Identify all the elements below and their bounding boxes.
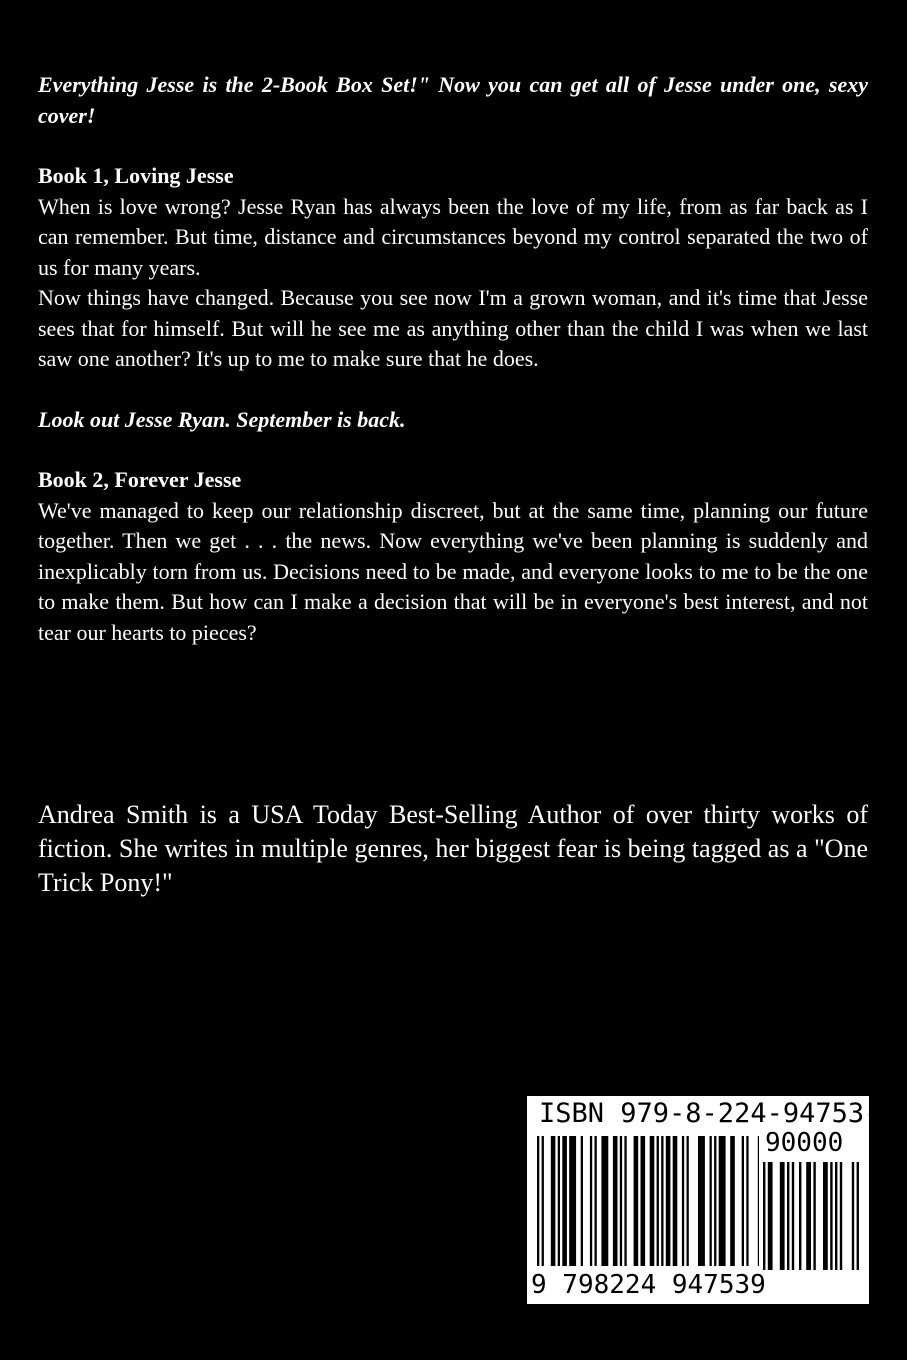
barcode-bar [590,1136,592,1266]
barcode-bar [799,1162,801,1270]
back-cover-blurb [38,70,868,648]
barcode-bar [581,1136,583,1266]
isbn-label: ISBN 979-8-224-94753-9 [539,1098,897,1129]
barcode-bar [613,1136,618,1266]
barcode-bar [657,1136,659,1266]
barcode-bar [551,1136,556,1266]
barcode-bar [768,1162,773,1270]
barcode-bar [742,1136,744,1266]
book1-paragraph-2: Now things have changed. Because you see now I'm a grown woman, and it's time that Jesse sees that for himself. But will he see me as anything other than the child I was when we last saw one another? It's up to me to make sure that he does. [38,285,868,371]
barcode-bar [620,1136,622,1266]
barcode-bar [650,1136,655,1266]
barcode-bar [537,1136,539,1266]
barcode-bar [835,1162,837,1270]
barcode-bar [719,1136,726,1266]
barcode-bar [698,1136,705,1266]
barcode-bar [813,1162,815,1270]
barcode-bar [714,1136,716,1266]
barcode-bar [562,1136,567,1266]
book1-tagline: Look out Jesse Ryan. September is back. [38,406,406,432]
barcode-bar [823,1162,828,1270]
barcode-bar [601,1136,608,1266]
book1-paragraph-1: When is love wrong? Jesse Ryan has always been the love of my life, from as far back as I can remember. But time, distance and circumstances beyond my control separated the two of us for many years. [38,193,868,280]
author-bio: Andrea Smith is a USA Today Best-Selling Author of over thirty works of fiction. She writes in multiple genres, her biggest fear is being tagged as a "One Trick Pony!" [38,800,868,897]
barcode-bar [730,1136,735,1266]
barcode-bar [595,1136,597,1266]
ean-digits: 9 798224 947539 [531,1270,766,1300]
barcode-bar [758,1136,759,1266]
barcode-bar [792,1162,794,1270]
barcode-bar [542,1136,544,1266]
barcode-bar [857,1162,859,1270]
barcode-bar [763,1162,765,1270]
addon-barcode-bars [763,1162,859,1292]
barcode-bar [852,1162,854,1270]
barcode-bar [624,1136,626,1266]
barcode-bar [830,1162,832,1270]
barcode-bar [710,1136,712,1266]
barcode-bar [641,1136,646,1266]
barcode-bar [780,1162,785,1270]
barcode-bar [569,1136,576,1266]
barcode-bar [673,1136,678,1266]
barcode-bar [787,1162,789,1270]
ean-barcode-bars [537,1136,759,1292]
book1-heading: Book 1, Loving Jesse [38,163,234,188]
barcode-bar [746,1136,748,1266]
book2-heading: Book 2, Forever Jesse [38,467,242,492]
barcode-bar [634,1136,639,1266]
book2-paragraph: We've managed to keep our relationship discreet, but at the same time, planning our future together. Then we get . . . the news. Now everything we've been planning is suddenly and inexplicably torn from us. Decisions need to be made, and everyone looks to me to be the one to make them. But how can I make a decision that will be in everyone's best interest, and not tear our hearts to pieces? [38,497,868,645]
barcode-bar [840,1162,842,1270]
barcode-bar [558,1136,560,1266]
barcode-bar [666,1136,671,1266]
barcode-bar [806,1162,811,1270]
addon-code: 90000 [765,1128,844,1158]
isbn-barcode [527,1096,897,1304]
barcode-bar [687,1136,689,1266]
barcode-bar [661,1136,663,1266]
intro-text: Everything Jesse is the 2-Book Box Set!" Now you can get all of Jesse under one, sexy cover! [38,72,868,128]
barcode-bar [682,1136,684,1266]
